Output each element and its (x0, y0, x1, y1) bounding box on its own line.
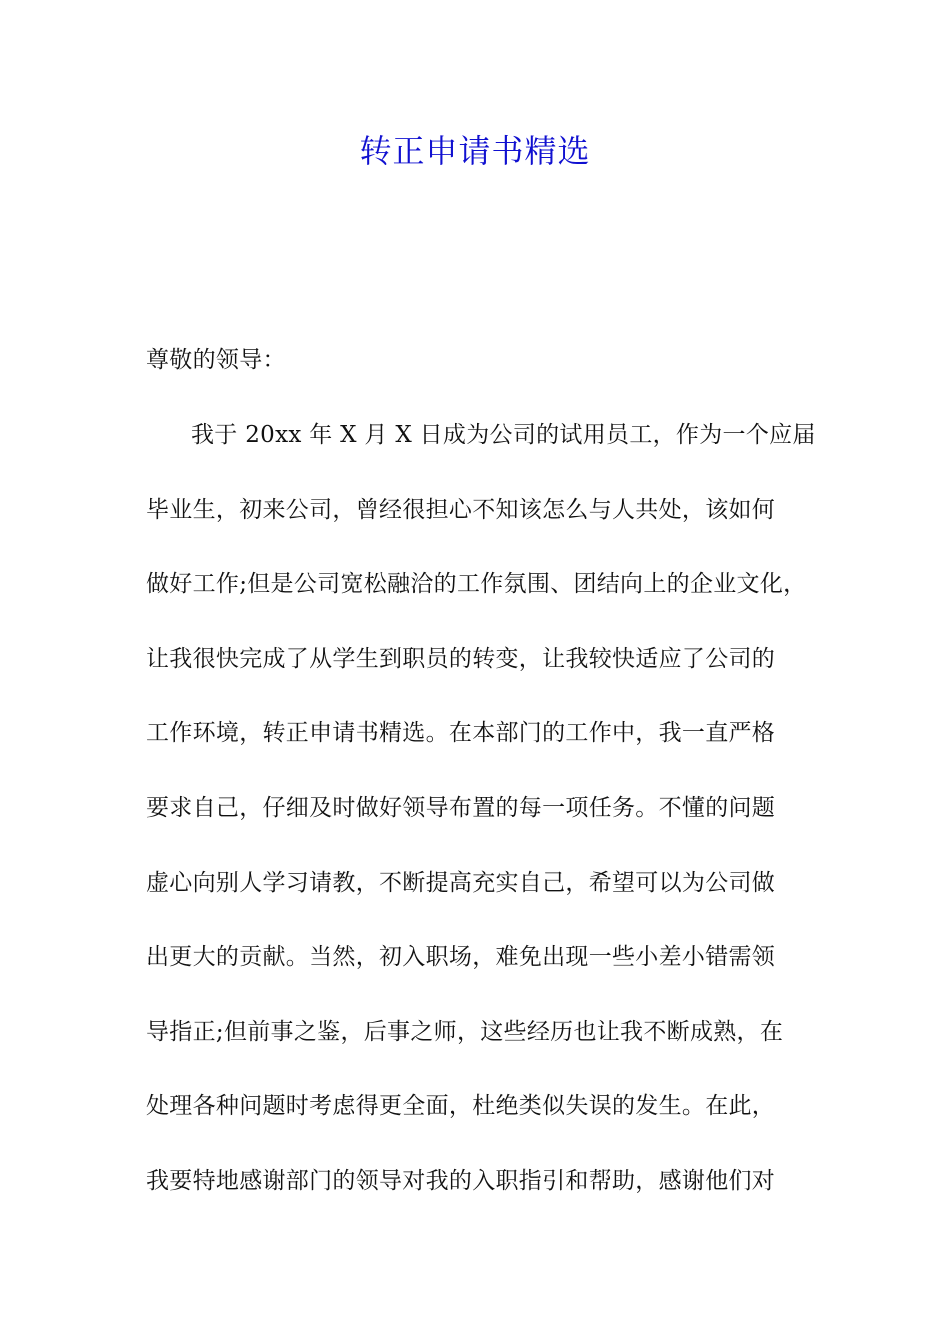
paragraph-line: 让我很快完成了从学生到职员的转变，让我较快适应了公司的 (146, 646, 776, 672)
paragraph-line: 我于 20xx 年 X 月 X 日成为公司的试用员工，作为一个应届 (191, 422, 816, 448)
paragraph-line: 做好工作;但是公司宽松融洽的工作氛围、团结向上的企业文化， (146, 571, 807, 597)
paragraph-line: 虚心向别人学习请教，不断提高充实自己，希望可以为公司做 (146, 870, 776, 896)
paragraph-line: 导指正;但前事之鉴，后事之师，这些经历也让我不断成熟，在 (146, 1019, 784, 1045)
paragraph-line: 要求自己，仔细及时做好领导布置的每一项任务。不懂的问题 (146, 795, 776, 821)
paragraph-line: 毕业生，初来公司，曾经很担心不知该怎么与人共处，该如何 (146, 497, 776, 523)
paragraph-line: 我要特地感谢部门的领导对我的入职指引和帮助，感谢他们对 (146, 1168, 776, 1194)
paragraph-line: 工作环境，转正申请书精选。在本部门的工作中，我一直严格 (146, 720, 776, 746)
paragraph-line: 处理各种问题时考虑得更全面，杜绝类似失误的发生。在此， (146, 1093, 776, 1119)
paragraph-line: 出更大的贡献。当然，初入职场，难免出现一些小差小错需领 (146, 944, 776, 970)
salutation: 尊敬的领导： (146, 347, 286, 373)
document-title: 转正申请书精选 (359, 132, 591, 170)
